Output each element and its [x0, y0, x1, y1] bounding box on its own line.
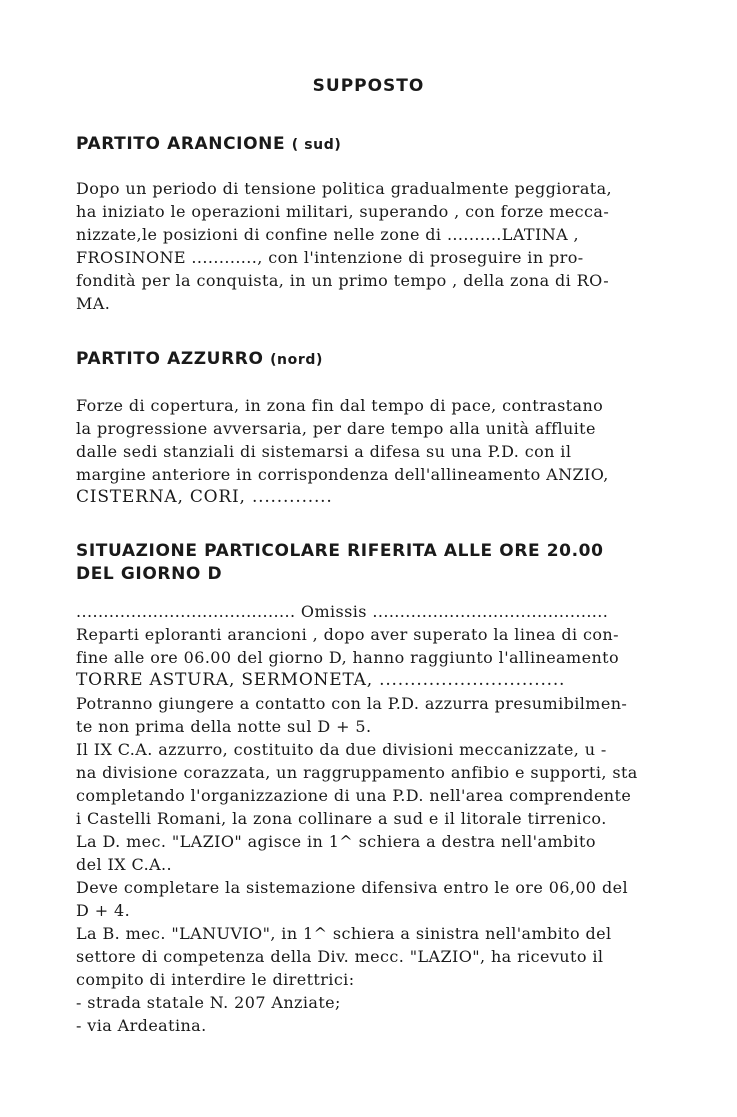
- text-line: completando l'organizzazione di una P.D. nell'area comprendente: [76, 786, 632, 805]
- text-line: Deve completare la sistemazione difensiva entro le ore 06,00 del: [76, 878, 629, 897]
- text-line: Dopo un periodo di tensione politica gradualmente peggiorata,: [76, 179, 613, 198]
- text-line: la progressione avversaria, per dare tempo alla unità affluite: [76, 419, 596, 438]
- text-line: - via Ardeatina.: [76, 1016, 207, 1035]
- text-line: La D. mec. "LAZIO" agisce in 1^ schiera a destra nell'ambito: [76, 832, 596, 851]
- section-heading-azzurro: [76, 349, 323, 369]
- heading-line: SITUAZIONE PARTICOLARE RIFERITA ALLE ORE 20.00: [76, 541, 604, 561]
- text-line: i Castelli Romani, la zona collinare a sud e il litorale tirrenico.: [76, 809, 607, 828]
- section-heading-situazione: [76, 540, 604, 586]
- text-line: te non prima della notte sul D + 5.: [76, 717, 372, 736]
- text-line: margine anteriore in corrispondenza dell'allineamento ANZIO,: [76, 465, 609, 484]
- document-title: SUPPOSTO: [312, 76, 425, 96]
- text-line: D + 4.: [76, 901, 131, 920]
- paragraph-azzurro: [76, 394, 721, 509]
- text-line: del IX C.A..: [76, 855, 172, 874]
- text-line: La B. mec. "LANUVIO", in 1^ schiera a sinistra nell'ambito del: [76, 924, 612, 943]
- text-line: dalle sedi stanziali di sistemarsi a difesa su una P.D. con il: [76, 442, 572, 461]
- paragraph-arancione: [76, 177, 721, 315]
- text-line: ........................................ Omissis ...........................................: [76, 602, 609, 621]
- text-line: compito di interdire le direttrici:: [76, 970, 355, 989]
- paragraph-situazione: [76, 600, 721, 1037]
- text-line: Reparti eploranti arancioni , dopo aver superato la linea di con-: [76, 625, 619, 644]
- text-line: CISTERNA, CORI, .............: [76, 487, 333, 507]
- section-heading-arancione: [76, 134, 341, 154]
- heading-text: PARTITO ARANCIONE: [76, 134, 286, 154]
- text-line: Potranno giungere a contatto con la P.D. azzurra presumibilmen-: [76, 694, 628, 713]
- text-line: Forze di copertura, in zona fin dal tempo di pace, contrastano: [76, 396, 604, 415]
- text-line: Il IX C.A. azzurro, costituito da due divisioni meccanizzate, u -: [76, 740, 607, 759]
- heading-text: PARTITO AZZURRO: [76, 349, 264, 369]
- heading-line: DEL GIORNO D: [76, 564, 223, 584]
- text-line: ha iniziato le operazioni militari, superando , con forze mecca-: [76, 202, 610, 221]
- text-line: - strada statale N. 207 Anziate;: [76, 993, 341, 1012]
- text-line: fine alle ore 06.00 del giorno D, hanno raggiunto l'allineamento: [76, 648, 620, 667]
- text-line: na divisione corazzata, un raggruppamento anfibio e supporti, sta: [76, 763, 638, 782]
- text-line: FROSINONE ............, con l'intenzione di proseguire in pro-: [76, 248, 584, 267]
- text-line: settore di competenza della Div. mecc. "LAZIO", ha ricevuto il: [76, 947, 604, 966]
- text-line: MA.: [76, 294, 111, 313]
- text-line: TORRE ASTURA, SERMONETA, ..............................: [76, 670, 566, 690]
- heading-subtitle: ( sud): [291, 137, 342, 153]
- text-line: fondità per la conquista, in un primo tempo , della zona di RO-: [76, 271, 610, 290]
- heading-subtitle: (nord): [270, 352, 323, 368]
- text-line: nizzate,le posizioni di confine nelle zone di ..........LATINA ,: [76, 225, 580, 244]
